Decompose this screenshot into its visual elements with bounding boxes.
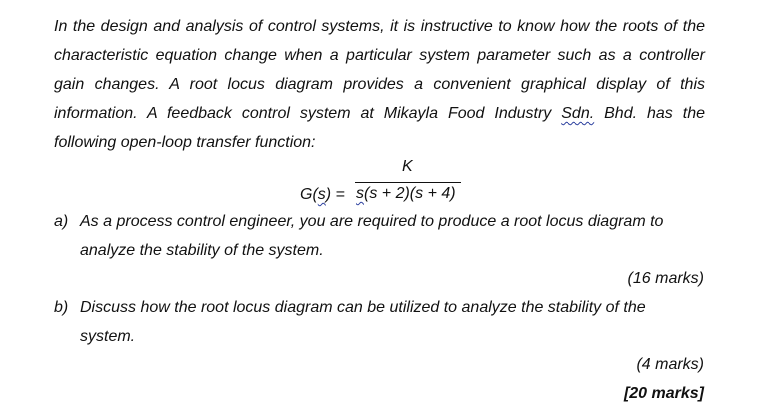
intro-paragraph xyxy=(54,12,705,157)
equation-numerator: K xyxy=(402,158,413,175)
question-a-marker: a) xyxy=(54,213,69,230)
intro-line-4-end: Bhd. has the xyxy=(594,105,705,122)
question-b-marks: (4 marks) xyxy=(636,356,704,373)
intro-line-2: characteristic equation change when a particular system parameter such as a controller xyxy=(54,47,705,64)
fraction-bar xyxy=(355,182,461,183)
question-a-marks: (16 marks) xyxy=(627,270,704,287)
equation-den-s: s xyxy=(356,185,364,202)
intro-line-3: gain changes. A root locus diagram provides a convenient graphical display of this xyxy=(54,76,705,93)
equation-lhs-close: ) = xyxy=(325,186,345,203)
question-b-line-1: Discuss how the root locus diagram can be utilized to analyze the stability of the xyxy=(80,299,646,316)
equation-denominator xyxy=(356,185,456,203)
total-marks: [20 marks] xyxy=(623,385,704,402)
equation-den-rest: (s + 2)(s + 4) xyxy=(364,185,456,202)
question-a-line-1: As a process control engineer, you are required to produce a root locus diagram to xyxy=(80,213,664,230)
question-b-text xyxy=(80,293,700,351)
equation-lhs xyxy=(300,186,345,204)
question-b-line-2: system. xyxy=(80,328,136,345)
intro-line-4 xyxy=(54,99,705,128)
intro-line-5: following open-loop transfer function: xyxy=(54,134,316,151)
question-b-marker: b) xyxy=(54,299,69,316)
equation-lhs-s: s xyxy=(317,186,326,203)
spellcheck-word-sdn: Sdn. xyxy=(561,105,595,122)
equation-lhs-g: G( xyxy=(300,186,318,203)
question-a-text xyxy=(80,207,700,265)
question-a-line-2: analyze the stability of the system. xyxy=(80,242,324,259)
intro-line-1: In the design and analysis of control systems, it is instructive to know how the roots of the xyxy=(54,18,705,35)
intro-line-4-start: information. A feedback control system at Mikayla Food Industry xyxy=(54,105,562,122)
